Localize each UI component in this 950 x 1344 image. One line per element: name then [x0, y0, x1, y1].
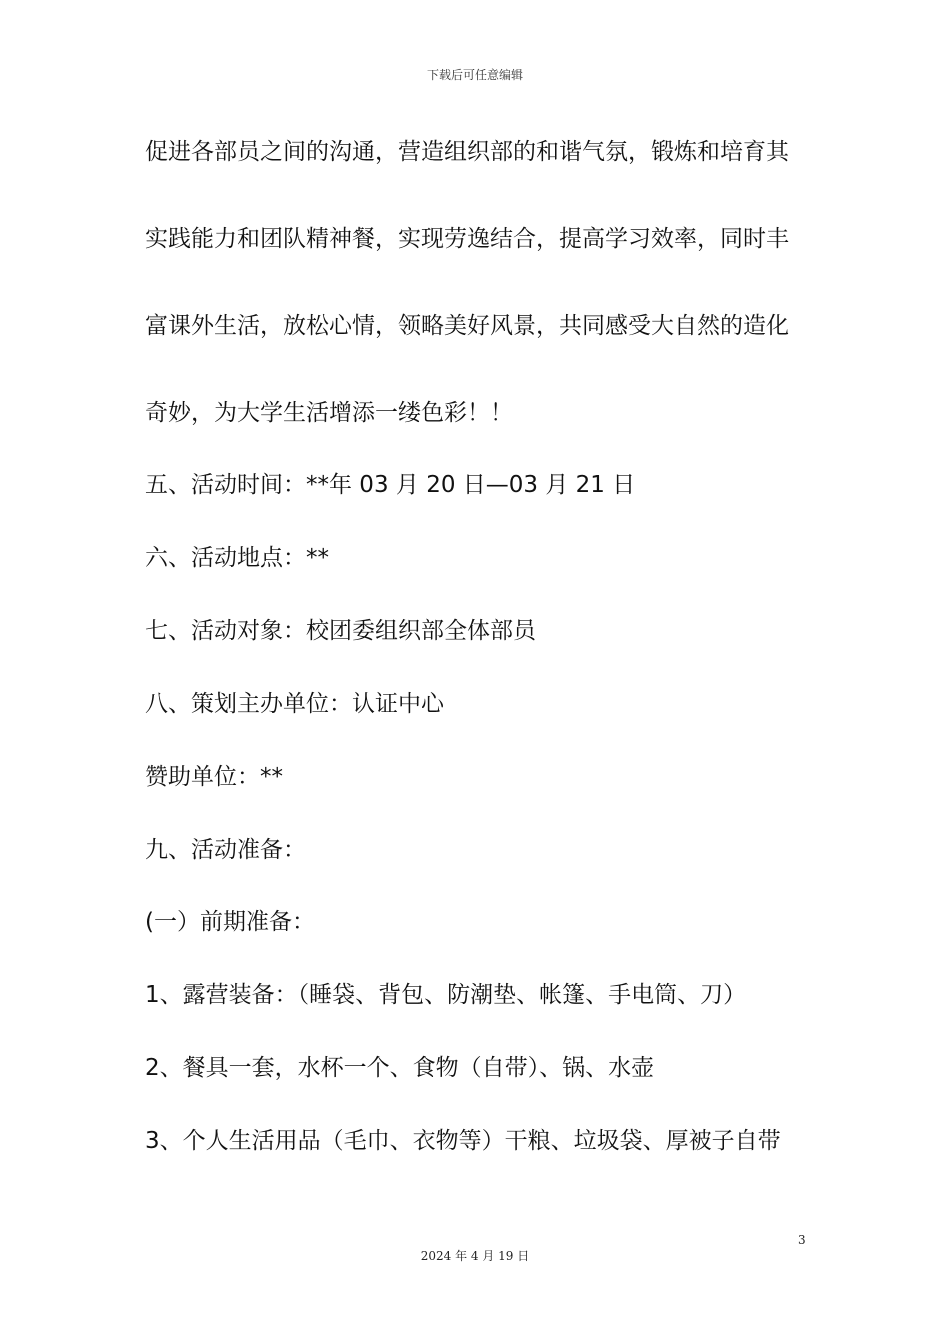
sponsor: 赞助单位：** [145, 764, 283, 790]
paragraph-line-4: 奇妙，为大学生活增添一缕色彩！！ [145, 400, 513, 426]
paragraph-line-3: 富课外生活，放松心情，领略美好风景，共同感受大自然的造化 [145, 313, 789, 339]
list-item-camping-gear: 1、露营装备：（睡袋、背包、防潮垫、帐篷、手电筒、刀） [145, 982, 747, 1008]
page-number: 3 [798, 1233, 806, 1247]
section-heading-preparation: 九、活动准备： [145, 837, 306, 863]
activity-location: 六、活动地点：** [145, 545, 329, 571]
activity-time: 五、活动时间：**年 03 月 20 日—03 月 21 日 [145, 472, 636, 498]
activity-participants: 七、活动对象：校团委组织部全体部员 [145, 618, 536, 644]
paragraph-line-1: 促进各部员之间的沟通，营造组织部的和谐气氛，锻炼和培育其 [145, 139, 789, 165]
subsection-heading-early-preparation: (一）前期准备： [145, 909, 315, 935]
page-header: 下载后可任意编辑 [426, 68, 523, 82]
list-item-personal-items: 3、个人生活用品（毛巾、衣物等）干粮、垃圾袋、厚被子自带 [145, 1128, 781, 1154]
footer-date: 2024 年 4 月 19 日 [420, 1249, 530, 1263]
list-item-tableware: 2、餐具一套，水杯一个、食物（自带）、锅、水壶 [145, 1055, 655, 1081]
organizer: 八、策划主办单位：认证中心 [145, 691, 444, 717]
paragraph-line-2: 实践能力和团队精神餐，实现劳逸结合，提高学习效率，同时丰 [145, 226, 789, 252]
